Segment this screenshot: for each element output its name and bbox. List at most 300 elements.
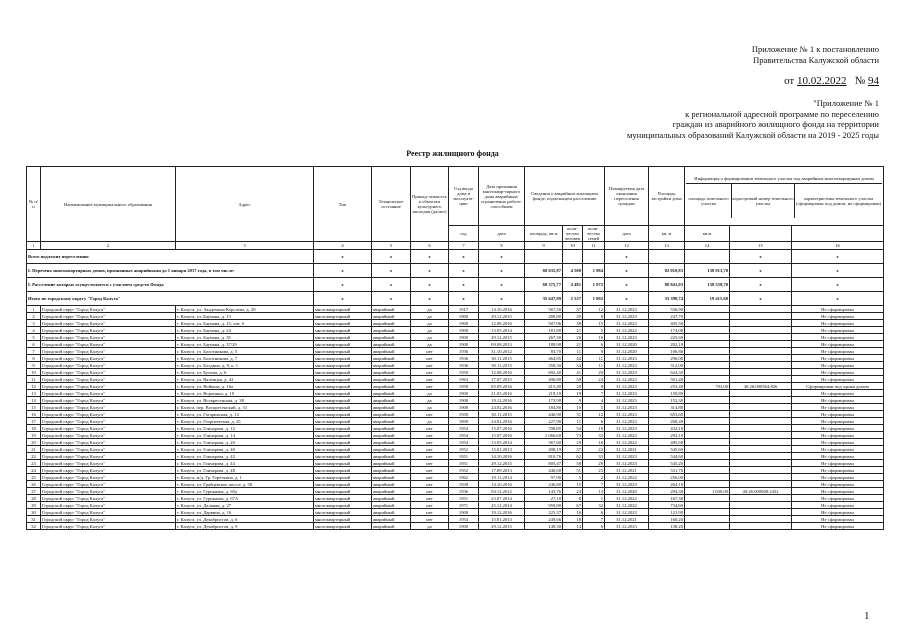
table-row [27,390,884,397]
row-area: 249,66 [525,516,563,523]
row-condition: аварийный [372,355,411,362]
row-date: 25.12.2014 [479,502,525,509]
row-condition: аварийный [372,467,411,474]
row-municipality: Городской округ "Город Калуга" [41,313,176,320]
row-number: 6 [27,341,41,348]
row-condition: аварийный [372,320,411,327]
row-type: многоквартирный [314,439,372,446]
summary-x: x [730,250,792,264]
row-number: 29 [27,502,41,509]
row-families: 6 [583,509,605,516]
row-date: 29.12.2015 [479,313,525,320]
col-head-plan: Планируемая дата окончания переселения граждан [605,167,649,226]
row-families: 15 [583,320,605,327]
row-year: 1900 [449,523,479,530]
row-municipality: Городской округ "Город Калуга" [41,341,176,348]
row-land-desc: Не сформирован [792,460,884,467]
table-row [27,495,884,502]
row-land-area [685,306,730,313]
row-condition: аварийный [372,474,411,481]
row-area: 227,90 [525,418,563,425]
summary-x: x [449,250,479,264]
row-area: 184,80 [525,404,563,411]
table-row [27,439,884,446]
row-total-area: 167,30 [649,495,685,502]
row-area: 189,90 [525,341,563,348]
row-address: г. Калуга, ул. Болотникова, д. 7 [176,355,314,362]
row-number: 15 [27,404,41,411]
column-number: 12 [605,242,649,250]
row-plan-date: 31.12.2023 [605,397,649,404]
row-families: 8 [583,313,605,320]
row-number: 32 [27,523,41,530]
row-area: 225,37 [525,509,563,516]
row-land-area: 793,00 [685,383,730,390]
summary-x: x [479,264,525,278]
row-plan-date: 31.12.2022 [605,502,649,509]
table-row [27,488,884,495]
row-year: 1950 [449,411,479,418]
row-families: 2 [583,474,605,481]
row-address: г. Калуга, ул. Гончарова, д. 42 [176,453,314,460]
row-type: многоквартирный [314,327,372,334]
row-type: многоквартирный [314,474,372,481]
row-address: г. Калуга, ул. Гончарова, д. 20 [176,439,314,446]
summary-x: x [479,250,525,264]
summary-x: x [372,264,411,278]
row-plan-date: 31.12.2020 [605,348,649,355]
summary-people: 4 500 [563,264,583,278]
row-municipality: Городской округ "Город Калуга" [41,460,176,467]
row-number: 4 [27,327,41,334]
row-municipality: Городской округ "Город Калуга" [41,502,176,509]
row-year: 1963 [449,376,479,383]
row-total-area: 545,60 [649,446,685,453]
summary-x: x [792,278,884,292]
column-number: 8 [479,242,525,250]
row-address: г. Калуга, пер. Воскресенский, д. 31 [176,404,314,411]
row-cadastre [730,320,792,327]
summary-x: x [314,264,372,278]
row-land-area [685,495,730,502]
row-condition: аварийный [372,306,411,313]
row-address: г. Калуга, ул. Валенцья, д. 42 [176,376,314,383]
row-families: 23 [583,467,605,474]
summary-x: x [605,278,649,292]
row-families: 8 [583,383,605,390]
row-condition: аварийный [372,432,411,439]
row-date: 13.05.2014 [479,439,525,446]
summary-x: x [479,278,525,292]
page-title: Реестр жилищного фонда [406,149,499,158]
row-cultural: да [411,334,449,341]
row-type: многоквартирный [314,509,372,516]
summary-area [525,250,563,264]
summary-area: 68 375,77 [525,278,563,292]
row-area: 507,96 [525,320,563,327]
row-people: 5 [563,474,583,481]
row-municipality: Городской округ "Город Калуга" [41,334,176,341]
row-municipality: Городской округ "Город Калуга" [41,516,176,523]
table-row [27,348,884,355]
row-total-area: 314,80 [649,404,685,411]
row-cultural: нет [411,348,449,355]
sub-head-blank [730,226,792,242]
row-land-desc: Не сформирован [792,488,884,495]
row-families: 13 [583,488,605,495]
col-head-type: Тип [314,167,372,242]
row-cadastre [730,334,792,341]
row-condition: аварийный [372,327,411,334]
row-date: 12.08.2016 [479,369,525,376]
row-condition: аварийный [372,376,411,383]
row-land-area [685,446,730,453]
row-total-area: 624,30 [649,369,685,376]
row-land-desc: Не сформирован [792,341,884,348]
row-cadastre [730,481,792,488]
row-people: 15 [563,481,583,488]
row-cultural: нет [411,369,449,376]
row-type: многоквартирный [314,320,372,327]
col-head-mo: Наименование муниципального образования [41,167,176,242]
column-number: 5 [372,242,411,250]
summary-land-area: 138 913,70 [685,264,730,278]
row-municipality: Городской округ "Город Калуга" [41,355,176,362]
row-plan-date: 31.12.2023 [605,509,649,516]
row-address: г. Калуга, ул. Войкова, д. 16а [176,383,314,390]
row-condition: аварийный [372,418,411,425]
row-cultural: да [411,390,449,397]
row-total-area: 202,10 [649,341,685,348]
appendix-line: муниципальных образований Калужской области на 2019 - 2025 годы [627,129,879,140]
row-municipality: Городской округ "Город Калуга" [41,523,176,530]
row-cadastre [730,439,792,446]
row-people: 16 [563,509,583,516]
row-land-area [685,348,730,355]
row-land-desc: Не сформирован [792,390,884,397]
row-land-area [685,341,730,348]
row-municipality: Городской округ "Город Калуга" [41,348,176,355]
row-date: 24.02.2016 [479,404,525,411]
row-year: 1900 [449,327,479,334]
summary-people: 4 481 [563,278,583,292]
row-families: 6 [583,341,605,348]
row-year: 1952 [449,467,479,474]
row-address: г. Калуга, ул. Баумана, д. 24 [176,327,314,334]
row-area: 440,60 [525,467,563,474]
row-cadastre [730,418,792,425]
row-municipality: Городской округ "Город Калуга" [41,320,176,327]
row-date: 30.11.2015 [479,355,525,362]
row-date: 09.08.2013 [479,341,525,348]
row-people: 21 [563,341,583,348]
row-date: 15.01.2013 [479,446,525,453]
row-cultural: нет [411,439,449,446]
row-address: г. Калуга, м/д. Гр. Горелкина, д. 1 [176,474,314,481]
row-plan-date: 31.12.2023 [605,460,649,467]
row-land-desc: Не сформирован [792,446,884,453]
summary-label: I. Расселение которых осуществляется с участием средств Фонда [27,278,314,292]
row-municipality: Городской округ "Город Калуга" [41,362,176,369]
row-land-area [685,523,730,530]
row-address: г. Калуга, ул. Баумана, д. 37/29 [176,341,314,348]
row-land-desc: Не сформирован [792,453,884,460]
row-year: 1890 [449,418,479,425]
row-total-area: 536,90 [649,306,685,313]
number-prefix: № [854,75,866,87]
row-date: 13.05.2014 [479,327,525,334]
row-type: многоквартирный [314,397,372,404]
row-families: 16 [583,439,605,446]
row-date: 29.12.2015 [479,523,525,530]
row-total-area: 405,50 [649,320,685,327]
row-cadastre: 40:26:000068:2432 [730,488,792,495]
row-total-area: 247,70 [649,313,685,320]
summary-x: x [314,292,372,306]
row-year: 1939 [449,481,479,488]
table-row [27,397,884,404]
summary-row [27,264,884,278]
summary-total-area: 80 841,03 [649,278,685,292]
table-row [27,341,884,348]
row-people: 18 [563,516,583,523]
row-land-area [685,369,730,376]
row-municipality: Городской округ "Город Калуга" [41,509,176,516]
row-date: 04.12.2012 [479,488,525,495]
row-plan-date: 31.12.2023 [605,383,649,390]
row-people: 51 [563,467,583,474]
summary-x: x [730,292,792,306]
row-condition: аварийный [372,390,411,397]
row-condition: аварийный [372,481,411,488]
row-address: г. Калуга, ул. Гончарова, д. 12 [176,425,314,432]
table-row [27,509,884,516]
row-address: г. Калуга, ул. Баумана, д. 13 [176,313,314,320]
row-plan-date: 31.12.2023 [605,404,649,411]
column-number: 9 [525,242,563,250]
cadastre-head: кадастровый номер земельного участка [732,184,795,218]
row-address: г. Калуга, ул. Гончарова, д. 14 [176,432,314,439]
summary-label: I. Перечень многоквартирных домов, признанных аварийными до 1 января 2017 года, в том числе: [27,264,314,278]
row-cultural: нет [411,495,449,502]
column-number: 7 [449,242,479,250]
row-condition: аварийный [372,425,411,432]
row-date: 15.07.2016 [479,425,525,432]
summary-x: x [730,264,792,278]
row-number: 3 [27,320,41,327]
row-people: 21 [563,327,583,334]
row-plan-date: 31.12.2023 [605,320,649,327]
land-area-head: площадь земельного участка [686,184,732,218]
row-address: г. Калуга, ул. Дарвина, д. 16 [176,509,314,516]
row-families: 12 [583,306,605,313]
row-cultural: нет [411,446,449,453]
summary-people: 2 537 [563,292,583,306]
column-number: 15 [730,242,792,250]
row-plan-date: 31.12.2022 [605,495,649,502]
row-year: 1917 [449,306,479,313]
row-families: 7 [583,481,605,488]
row-date: 15.01.2013 [479,516,525,523]
row-land-area [685,355,730,362]
row-type: многоквартирный [314,334,372,341]
table-row [27,425,884,432]
row-land-area [685,425,730,432]
row-area: 415,40 [525,383,563,390]
row-land-area: 1 030,00 [685,488,730,495]
row-area: 288,80 [525,313,563,320]
row-families: 10 [583,334,605,341]
row-families: 1 [583,495,605,502]
row-area: 1 066,60 [525,432,563,439]
row-land-desc: Не сформирован [792,523,884,530]
row-land-desc: Не сформирован [792,348,884,355]
row-plan-date: 31.12.2023 [605,313,649,320]
table-row [27,453,884,460]
row-date: 23.07.2014 [479,495,525,502]
row-number: 27 [27,488,41,495]
row-people: 11 [563,348,583,355]
row-land-area [685,439,730,446]
row-people: 8 [563,495,583,502]
row-cadastre [730,327,792,334]
row-address: г. Калуга, ул. Георгиевская, д. 25 [176,418,314,425]
row-type: многоквартирный [314,306,372,313]
summary-people [563,250,583,264]
row-date: 14.10.2016 [479,481,525,488]
row-people: 20 [563,334,583,341]
row-families: 33 [583,453,605,460]
row-plan-date: 31.12.2023 [605,306,649,313]
row-land-area [685,432,730,439]
land-desc-head: характеристика земельного участка (сформирован под домом, не сформирован) [795,196,882,206]
row-plan-date: 31.12.2021 [605,467,649,474]
table-row [27,383,884,390]
row-area: 708,85 [525,425,563,432]
row-people: 34 [563,362,583,369]
row-people: 73 [563,432,583,439]
summary-x: x [372,278,411,292]
row-total-area: 294,30 [649,488,685,495]
row-land-area [685,474,730,481]
row-cadastre [730,369,792,376]
summary-land-area: 138 559,70 [685,278,730,292]
row-families: 19 [583,425,605,432]
row-type: многоквартирный [314,383,372,390]
row-condition: аварийный [372,341,411,348]
row-condition: аварийный [372,397,411,404]
row-total-area: 312,00 [649,362,685,369]
row-address: г. Калуга, ул. Гончарова, д. 44 [176,460,314,467]
row-plan-date: 31.12.2023 [605,390,649,397]
row-number: 12 [27,383,41,390]
row-year: 1900 [449,313,479,320]
row-number: 13 [27,390,41,397]
row-people: 67 [563,502,583,509]
row-area: 181,80 [525,327,563,334]
row-people: 38 [563,320,583,327]
housing-registry-table [26,166,884,530]
summary-x: x [605,264,649,278]
row-families: 7 [583,390,605,397]
row-type: многоквартирный [314,348,372,355]
row-land-area [685,313,730,320]
row-date: 15.07.2016 [479,432,525,439]
row-families: 4 [583,397,605,404]
summary-row [27,250,884,264]
row-land-desc: Не сформирован [792,334,884,341]
row-year: 1951 [449,495,479,502]
row-area: 246,80 [525,481,563,488]
row-area: 498,19 [525,446,563,453]
row-municipality: Городской округ "Город Калуга" [41,425,176,432]
sub-head-year: год [449,226,479,242]
row-total-area: 544,60 [649,453,685,460]
row-number: 20 [27,439,41,446]
table-row [27,523,884,530]
row-total-area: 225,60 [649,334,685,341]
row-area: 143,76 [525,488,563,495]
row-date: 21.03.2016 [479,390,525,397]
row-condition: аварийный [372,334,411,341]
row-municipality: Городской округ "Город Калуга" [41,467,176,474]
column-number: 10 [563,242,583,250]
row-year: 1958 [449,383,479,390]
row-year: 1900 [449,397,479,404]
row-address: г. Калуга, ул. Гончарова, д. 48 [176,467,314,474]
summary-land-area: 19 415,60 [685,292,730,306]
row-total-area: 296,00 [649,355,685,362]
row-plan-date: 31.12.2023 [605,334,649,341]
col-head-cultural: Принад-лежность к объектам культурного наследия (да/нет) [411,167,449,242]
row-families: 32 [583,502,605,509]
row-year: 1936 [449,348,479,355]
row-date: 19.12.2016 [479,397,525,404]
row-municipality: Городской округ "Город Калуга" [41,495,176,502]
row-number: 24 [27,467,41,474]
row-total-area: 150,80 [649,390,685,397]
row-cultural: нет [411,355,449,362]
row-families: 7 [583,516,605,523]
row-type: многоквартирный [314,446,372,453]
summary-total-area [649,250,685,264]
table-row [27,404,884,411]
row-condition: аварийный [372,523,411,530]
row-land-desc: Не сформирован [792,467,884,474]
row-type: многоквартирный [314,495,372,502]
row-type: многоквартирный [314,516,372,523]
row-type: многоквартирный [314,376,372,383]
row-type: многоквартирный [314,313,372,320]
row-number: 5 [27,334,41,341]
row-year: 1900 [449,320,479,327]
row-total-area: 264,10 [649,481,685,488]
row-land-area [685,334,730,341]
row-families: 12 [583,411,605,418]
row-plan-date: 31.12.2023 [605,355,649,362]
row-land-area [685,404,730,411]
summary-land-area [685,250,730,264]
row-municipality: Городской округ "Город Калуга" [41,404,176,411]
row-plan-date: 31.12.2023 [605,481,649,488]
column-number: 6 [411,242,449,250]
table-row [27,467,884,474]
row-land-area [685,362,730,369]
row-address: г. Калуга, ул. Грабцевское шоссе, д. 58 [176,481,314,488]
row-cultural: да [411,327,449,334]
row-area: 567,50 [525,306,563,313]
row-families: 6 [583,523,605,530]
